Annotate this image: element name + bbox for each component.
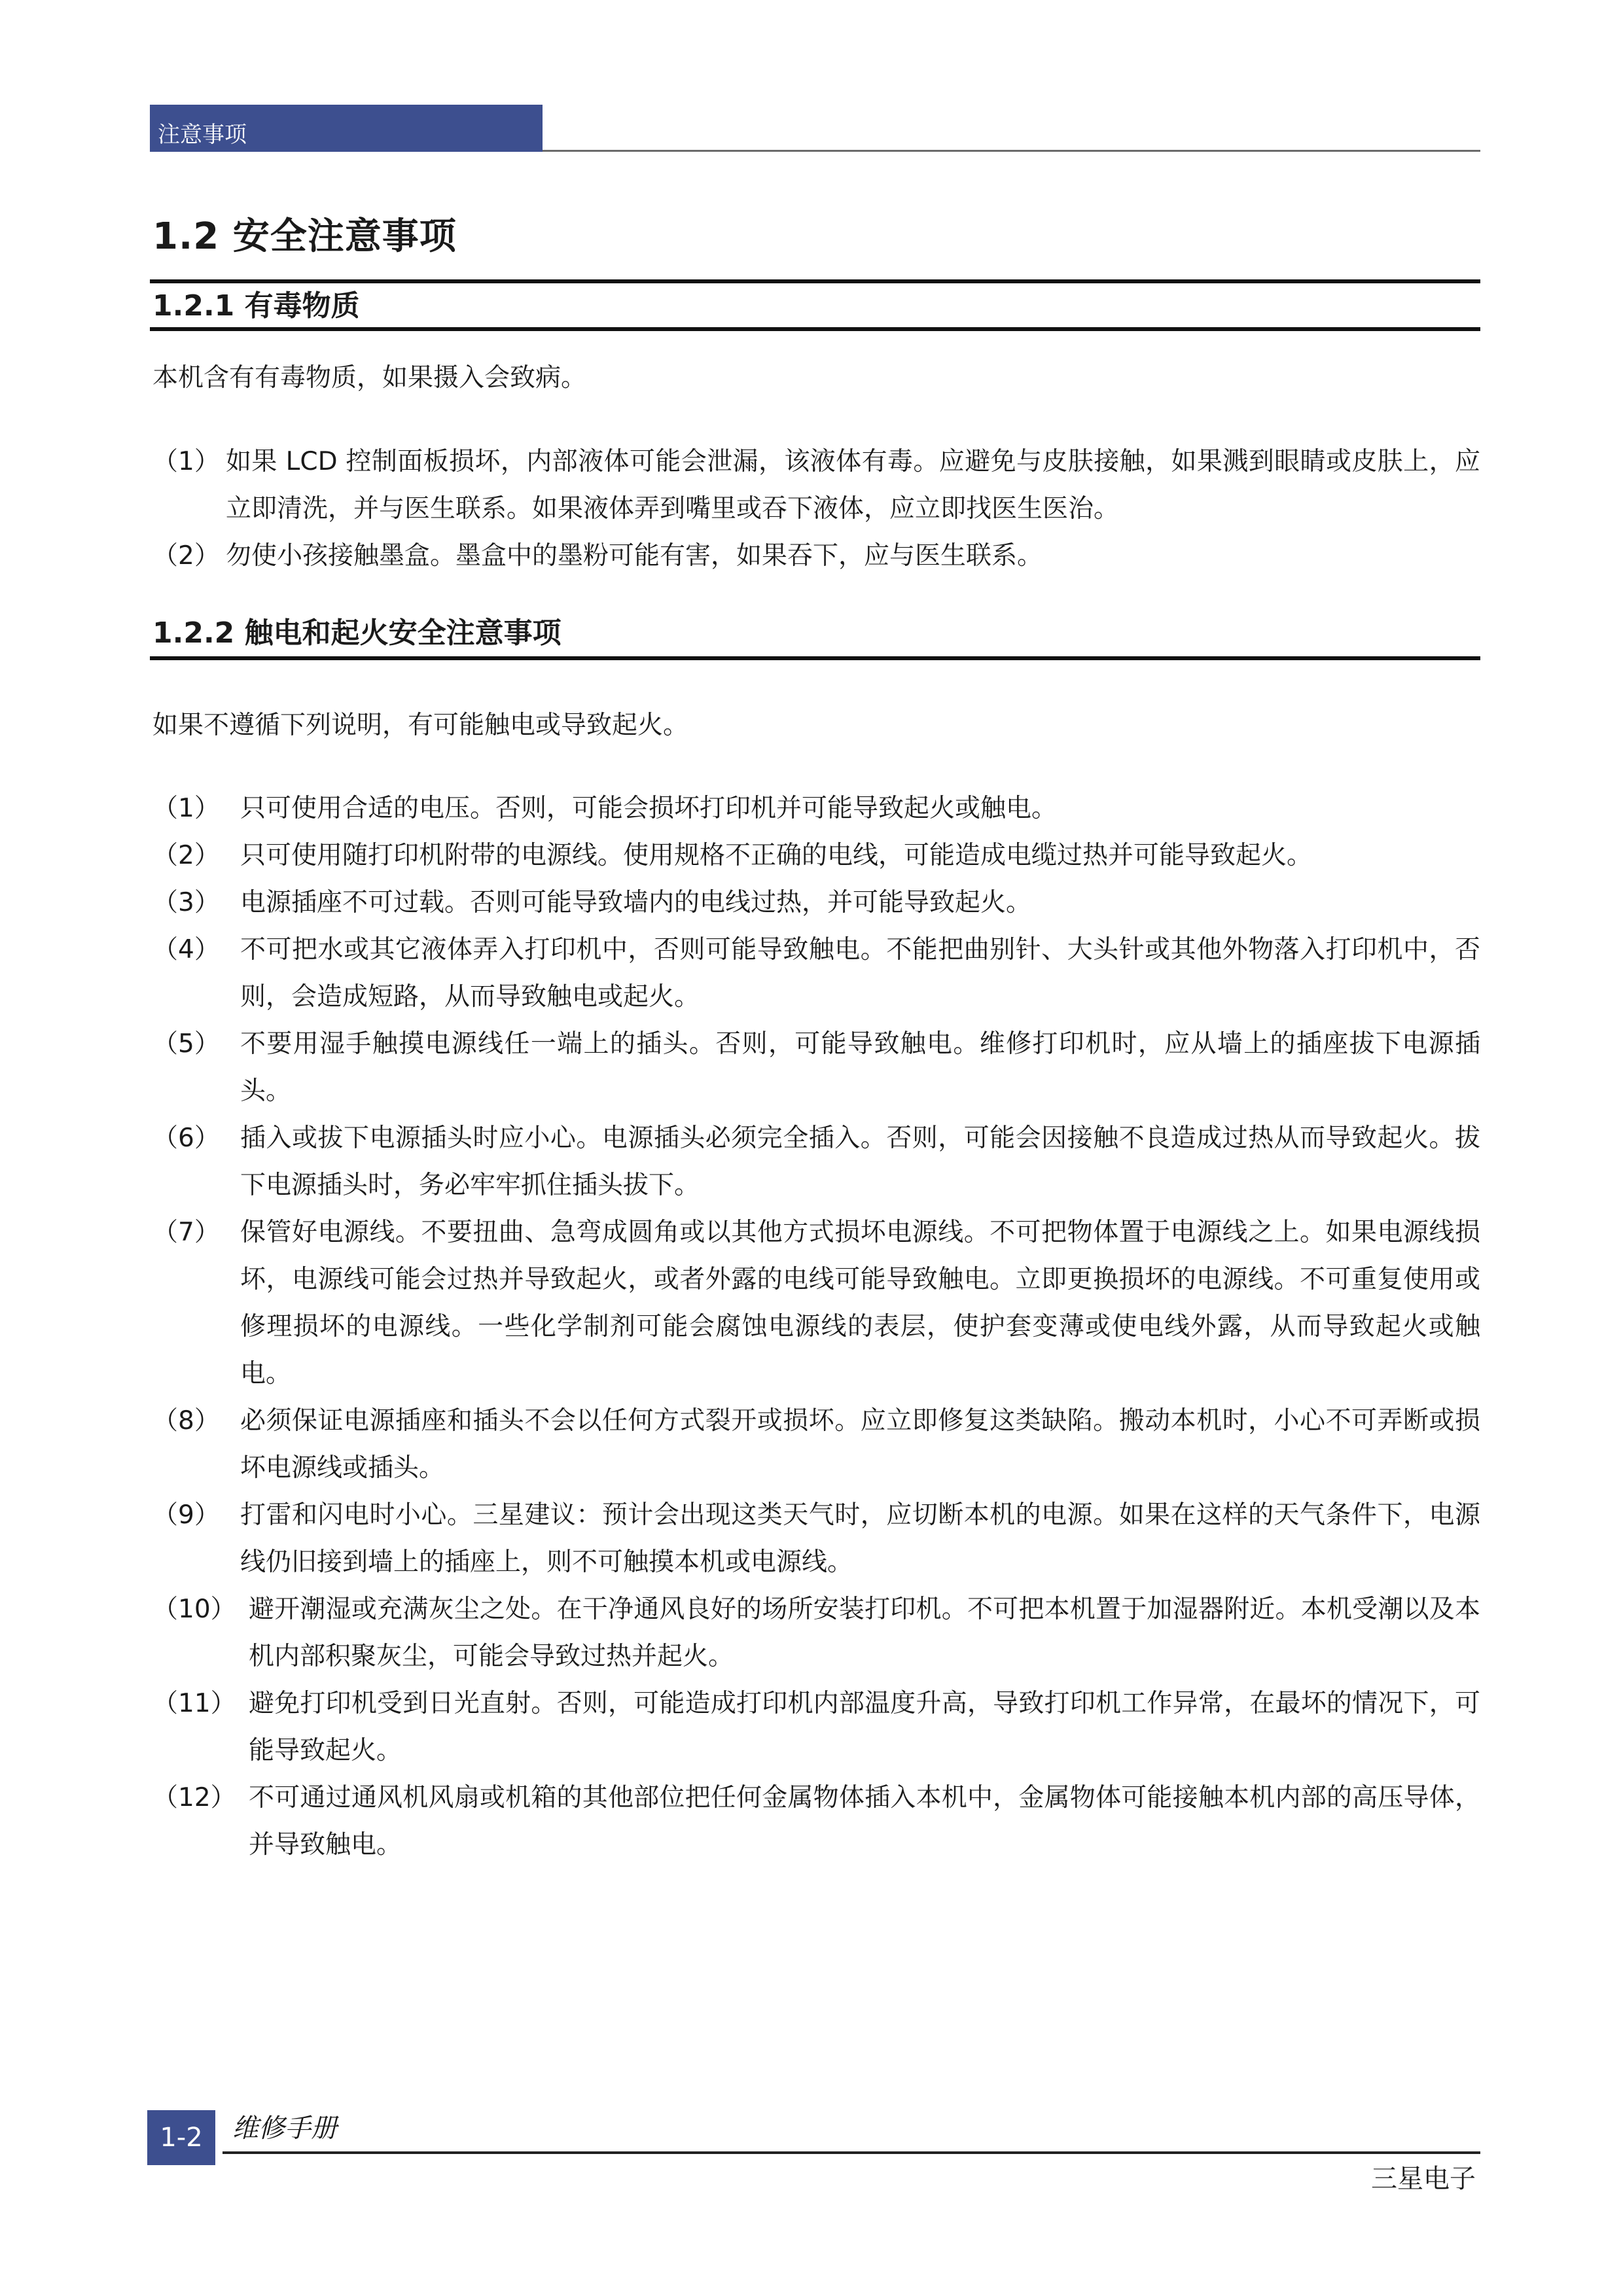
toxic-list bbox=[152, 438, 1480, 580]
electric-intro: 如果不遵循下列说明，有可能触电或导致起火。 bbox=[152, 711, 689, 740]
item-text: 避开潮湿或充满灰尘之处。在干净通风良好的场所安装打印机。不可把本机置于加湿器附近。本机受潮以及本机内部积聚灰尘，可能会导致过热并起火。 bbox=[249, 1595, 1480, 1671]
header-label: 注意事项 bbox=[158, 122, 247, 148]
item-text: 必须保证电源插座和插头不会以任何方式裂开或损坏。应立即修复这类缺陷。搬动本机时，小心不可弄断或损坏电源线或插头。 bbox=[240, 1406, 1480, 1483]
item-text: 不可把水或其它液体弄入打印机中，否则可能导致触电。不能把曲别针、大头针或其他外物落入打印机中，否则，会造成短路，从而导致触电或起火。 bbox=[240, 935, 1480, 1012]
electric-item bbox=[152, 1586, 1480, 1680]
header-rule bbox=[543, 150, 1480, 152]
company-name: 三星电子 bbox=[1371, 2164, 1476, 2194]
item-number: （2） bbox=[152, 541, 220, 571]
item-text: 保管好电源线。不要扭曲、急弯成圆角或以其他方式损坏电源线。不可把物体置于电源线之上。如果电源线损坏，电源线可能会过热并导致起火，或者外露的电线可能导致触电。立即更换损坏的电源线。不可重复使用或修理损坏的电源线。一些化学制剂可能会腐蚀电源线的表层，使护套变薄或使电线外露，从而导致起火或触电。 bbox=[240, 1218, 1480, 1388]
electric-item bbox=[152, 1115, 1480, 1209]
item-number: （1） bbox=[152, 447, 220, 476]
electric-list bbox=[152, 785, 1480, 1869]
header-tab bbox=[150, 105, 543, 152]
electric-item bbox=[152, 1775, 1480, 1869]
item-number: （10） bbox=[152, 1595, 236, 1624]
section-title: 1.2 安全注意事项 bbox=[152, 215, 457, 258]
item-number: （4） bbox=[152, 935, 220, 964]
subsection-rule bbox=[150, 656, 1480, 660]
item-text: 避免打印机受到日光直射。否则，可能造成打印机内部温度升高，导致打印机工作异常，在最坏的情况下，可能导致起火。 bbox=[249, 1689, 1480, 1765]
electric-item bbox=[152, 927, 1480, 1021]
item-number: （5） bbox=[152, 1029, 220, 1059]
item-text: 如果 LCD 控制面板损坏，内部液体可能会泄漏，该液体有毒。应避免与皮肤接触，如果溅到眼睛或皮肤上，应立即清洗，并与医生联系。如果液体弄到嘴里或吞下液体，应立即找医生医治。 bbox=[226, 447, 1480, 523]
item-number: （9） bbox=[152, 1500, 220, 1530]
item-text: 插入或拔下电源插头时应小心。电源插头必须完全插入。否则，可能会因接触不良造成过热从而导致起火。拔下电源插头时，务必牢牢抓住插头拔下。 bbox=[240, 1123, 1480, 1200]
item-number: （7） bbox=[152, 1218, 220, 1247]
page-number-box bbox=[147, 2110, 215, 2165]
toxic-title: 1.2.1 有毒物质 bbox=[152, 289, 360, 323]
item-text: 不可通过通风机风扇或机箱的其他部位把任何金属物体插入本机中，金属物体可能接触本机内部的高压导体，并导致触电。 bbox=[249, 1783, 1480, 1860]
electric-item bbox=[152, 1680, 1480, 1775]
item-number: （6） bbox=[152, 1123, 220, 1153]
item-text: 只可使用合适的电压。否则，可能会损坏打印机并可能导致起火或触电。 bbox=[240, 794, 1058, 823]
item-text: 不要用湿手触摸电源线任一端上的插头。否则，可能导致触电。维修打印机时，应从墙上的插座拔下电源插头。 bbox=[240, 1029, 1480, 1106]
electric-item bbox=[152, 785, 1480, 832]
item-number: （1） bbox=[152, 794, 220, 823]
electric-item bbox=[152, 1398, 1480, 1492]
item-number: （2） bbox=[152, 841, 220, 870]
electric-item bbox=[152, 832, 1480, 879]
page-number: 1-2 bbox=[160, 2123, 203, 2153]
item-text: 打雷和闪电时小心。三星建议：预计会出现这类天气时，应切断本机的电源。如果在这样的天气条件下，电源线仍旧接到墙上的插座上，则不可触摸本机或电源线。 bbox=[240, 1500, 1480, 1577]
manual-title: 维修手册 bbox=[232, 2113, 337, 2144]
electric-title: 1.2.2 触电和起火安全注意事项 bbox=[152, 616, 562, 650]
toxic-intro: 本机含有有毒物质，如果摄入会致病。 bbox=[152, 363, 587, 393]
subsection-rule-bottom bbox=[150, 327, 1480, 331]
subsection-rule-top bbox=[150, 279, 1480, 283]
item-text: 只可使用随打印机附带的电源线。使用规格不正确的电线，可能造成电缆过热并可能导致起火。 bbox=[240, 841, 1313, 870]
item-number: （3） bbox=[152, 888, 220, 917]
item-text: 勿使小孩接触墨盒。墨盒中的墨粉可能有害，如果吞下，应与医生联系。 bbox=[226, 541, 1043, 571]
electric-item bbox=[152, 1492, 1480, 1586]
electric-item bbox=[152, 879, 1480, 927]
toxic-item bbox=[152, 533, 1480, 580]
electric-item bbox=[152, 1209, 1480, 1398]
electric-item bbox=[152, 1021, 1480, 1115]
item-text: 电源插座不可过载。否则可能导致墙内的电线过热，并可能导致起火。 bbox=[240, 888, 1032, 917]
item-number: （12） bbox=[152, 1783, 236, 1812]
item-number: （8） bbox=[152, 1406, 220, 1436]
item-number: （11） bbox=[152, 1689, 236, 1718]
toxic-item bbox=[152, 438, 1480, 533]
footer-rule bbox=[223, 2151, 1480, 2154]
